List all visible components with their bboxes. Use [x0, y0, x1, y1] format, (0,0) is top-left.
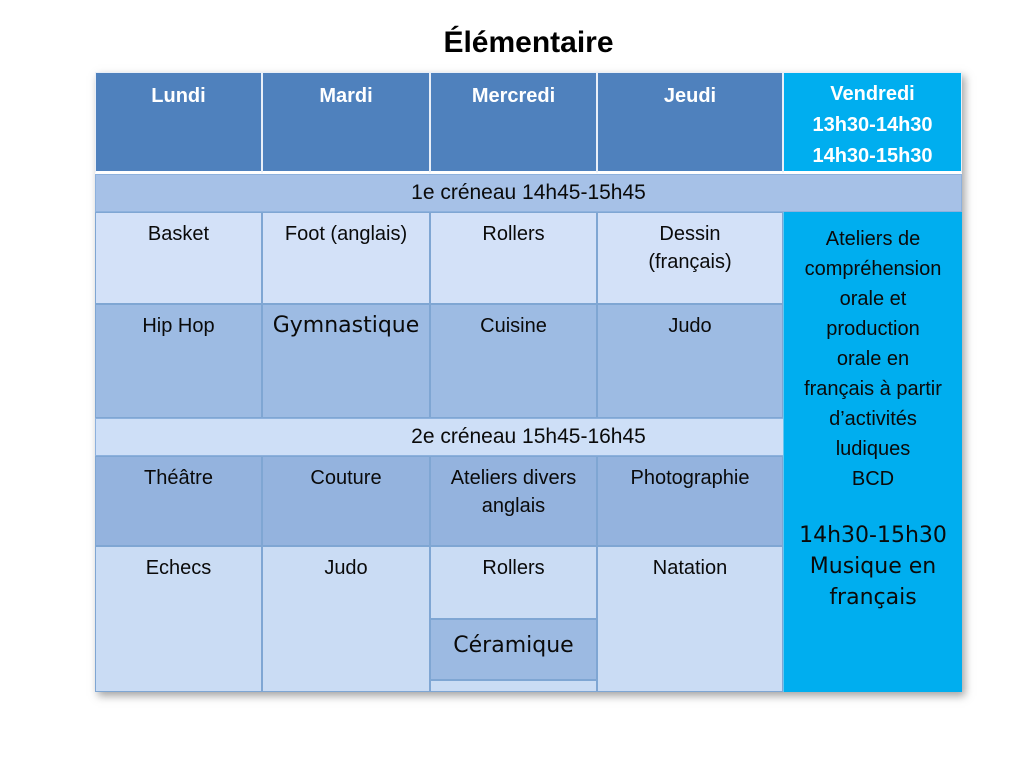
- cell-slot1-mercredi-rollers: Rollers: [430, 212, 597, 304]
- ateliers-line: anglais: [481, 495, 546, 517]
- cell-slot2-lundi-theatre: Théâtre: [95, 456, 262, 546]
- cell-slot1-lundi-hiphop: Hip Hop: [95, 304, 262, 418]
- dessin-line: (français): [648, 251, 732, 273]
- col-header-vendredi: [783, 72, 962, 174]
- vendredi-music-block: [784, 520, 962, 613]
- col-header-mardi: Mardi: [262, 72, 430, 174]
- vendredi-line: français à partir: [804, 378, 942, 400]
- vendredi-activities-cell: [783, 212, 962, 692]
- music-line: Musique en: [809, 554, 937, 579]
- cell-slot2-mercredi-rollers: Rollers: [430, 546, 597, 619]
- music-time: 14h30-15h30: [799, 523, 947, 548]
- vendredi-slot-b: 14h30-15h30: [812, 145, 933, 167]
- cell-slot1-mercredi-cuisine: Cuisine: [430, 304, 597, 418]
- cell-mercredi-bottom-filler: [430, 680, 597, 692]
- col-header-mercredi: Mercredi: [430, 72, 597, 174]
- vendredi-line: ludiques: [835, 438, 911, 460]
- cell-slot2-mercredi-ceramique: Céramique: [430, 619, 597, 680]
- schedule-table: [95, 72, 962, 692]
- cell-slot2-lundi-echecs: Echecs: [95, 546, 262, 692]
- cell-slot1-lundi-basket: Basket: [95, 212, 262, 304]
- band-1e-creneau: 1e créneau 14h45-15h45: [95, 174, 962, 212]
- cell-slot2-mardi-couture: Couture: [262, 456, 430, 546]
- col-header-jeudi: Jeudi: [597, 72, 783, 174]
- cell-slot2-mardi-judo: Judo: [262, 546, 430, 692]
- dessin-line: Dessin: [659, 223, 721, 245]
- vendredi-line: d’activités: [829, 408, 917, 430]
- ateliers-line: Ateliers divers: [450, 467, 577, 489]
- vendredi-line: orale et: [839, 288, 907, 310]
- page-title: Élémentaire: [443, 26, 614, 59]
- vendredi-label: Vendredi: [830, 83, 915, 105]
- cell-slot2-mercredi-ateliers: [430, 456, 597, 546]
- vendredi-paragraph: [789, 224, 957, 494]
- cell-slot1-jeudi-dessin: [597, 212, 783, 304]
- vendredi-line: compréhension: [804, 258, 942, 280]
- vendredi-slot-a: 13h30-14h30: [812, 114, 933, 136]
- vendredi-line: Ateliers de: [825, 228, 921, 250]
- vendredi-line-bcd: BCD: [851, 468, 895, 490]
- music-line: français: [829, 585, 917, 610]
- band-2e-creneau: 2e créneau 15h45-16h45: [95, 418, 962, 456]
- cell-slot1-jeudi-judo: Judo: [597, 304, 783, 418]
- cell-slot2-jeudi-natation: Natation: [597, 546, 783, 692]
- col-header-lundi: Lundi: [95, 72, 262, 174]
- cell-slot2-jeudi-photographie: Photographie: [597, 456, 783, 546]
- cell-slot1-mardi-foot: Foot (anglais): [262, 212, 430, 304]
- cell-slot1-mardi-gymnastique: Gymnastique: [262, 304, 430, 418]
- vendredi-line: production: [826, 318, 920, 340]
- vendredi-line: orale en: [836, 348, 910, 370]
